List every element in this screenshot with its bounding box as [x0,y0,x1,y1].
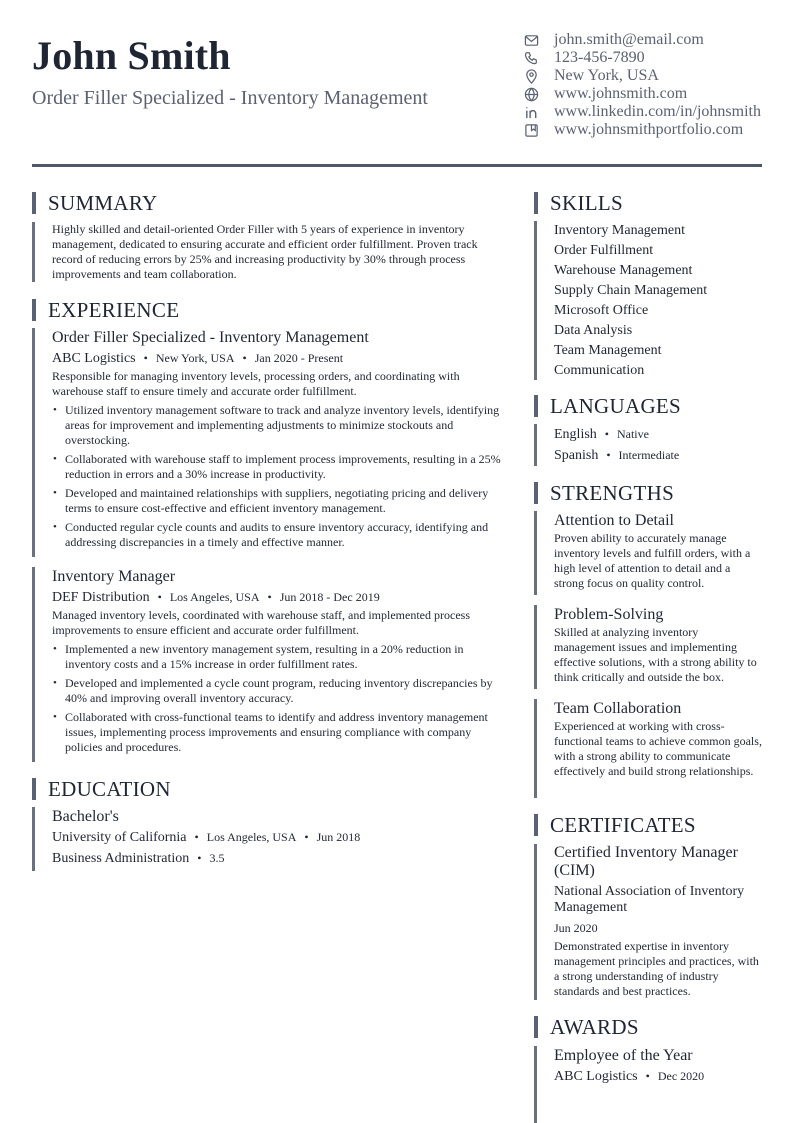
strength-item [534,511,762,595]
summary-heading: SUMMARY [32,192,157,214]
certificate-issuer: National Association of Inventory Management [554,884,745,915]
list-item: • Developed and implemented a cycle count program, reducing inventory discrepancies by 40% and improving overall inventory accuracy. [52,676,507,706]
award-name: Employee of the Year [554,1047,693,1064]
list-item: Data Analysis [554,323,633,338]
education-location: Los Angeles, USA [206,830,297,844]
job-title: Order Filler Specialized - Inventory Management [52,329,369,346]
education-meta: University of California • Los Angeles, USA • Jun 2018 [52,830,361,845]
education-degree: Bachelor's [52,808,119,825]
contact-portfolio-text: www.johnsmithportfolio.com [554,121,744,138]
contact-website-text: www.johnsmith.com [554,85,688,102]
education-field-row: Business Administration • 3.5 [52,851,225,866]
language-item: Spanish • Intermediate [554,448,680,463]
awards-heading: AWARDS [534,1016,639,1038]
list-item: • Developed and maintained relationships with suppliers, negotiating pricing and delivery terms to ensure cost-effective and efficient inventory management. [52,486,507,516]
job-description: Responsible for managing inventory levels, processing orders, and coordinating with warehouse staff to ensure timely and accurate order fulfillment. [52,369,460,398]
experience-heading: EXPERIENCE [32,299,179,321]
header-divider [32,164,762,167]
job-company: DEF Distribution [52,590,150,605]
job-achievements [52,403,507,550]
language-name: Spanish [554,448,599,463]
experience-job-2 [32,567,507,762]
list-item: Inventory Management [554,223,686,238]
strength-item [534,605,762,689]
list-item: • Conducted regular cycle counts and audits to ensure inventory accuracy, identifying and addressing discrepancies in a timely and effective manner. [52,520,507,550]
job-dates: Jan 2020 - Present [254,351,344,365]
certificate-item [534,844,762,1000]
education-date: Jun 2018 [316,830,361,844]
award-date: Dec 2020 [657,1069,705,1083]
list-item: Order Fulfillment [554,243,654,258]
strength-title: Team Collaboration [554,700,682,717]
strength-text: Proven ability to accurately manage inventory levels and fulfill orders, with a high level of attention to detail and a strong focus on quality control. [554,531,751,590]
portfolio-icon [522,121,540,139]
experience-job-1 [32,328,507,557]
contact-portfolio[interactable] [522,121,784,139]
list-item: Microsoft Office [554,303,649,318]
list-item: • Collaborated with cross-functional teams to identify and address inventory management issues, implementing process improvements and ensuring compliance with company policies and procedures. [52,710,507,755]
list-item: Communication [554,363,645,378]
candidate-name: John Smith [32,33,231,78]
certificate-name: Certified Inventory Manager (CIM) [554,844,738,879]
strengths-heading: STRENGTHS [534,482,674,504]
contact-phone-text: 123-456-7890 [554,49,645,66]
job-location: Los Angeles, USA [169,590,260,604]
job-meta: ABC Logistics • New York, USA • Jan 2020 - Present [52,351,344,366]
languages-heading: LANGUAGES [534,395,681,417]
contact-website[interactable] [522,85,784,103]
job-meta: DEF Distribution • Los Angeles, USA • Jun 2018 - Dec 2019 [52,590,380,605]
job-dates: Jun 2018 - Dec 2019 [279,590,380,604]
language-item: English • Native [554,427,649,442]
skills-section [534,221,762,380]
strength-item [534,699,762,798]
phone-icon [522,49,540,67]
job-description: Managed inventory levels, coordinated with warehouse staff, and implemented process improvements to ensure efficient and accurate order fulfillment. [52,608,470,637]
contact-linkedin[interactable] [522,103,784,121]
globe-icon [522,85,540,103]
job-achievements [52,642,507,755]
job-company: ABC Logistics [52,351,136,366]
skills-heading: SKILLS [534,192,623,214]
summary-section [32,222,507,282]
award-org: ABC Logistics [554,1069,638,1084]
list-item: • Implemented a new inventory management system, resulting in a 20% reduction in inventory costs and a 15% increase in order fulfillment rates. [52,642,507,672]
strength-title: Problem-Solving [554,606,664,623]
contact-linkedin-text: www.linkedin.com/in/johnsmith [554,103,761,120]
certificate-date: Jun 2020 [554,921,598,935]
list-item: Team Management [554,343,662,358]
list-item: • Collaborated with warehouse staff to implement process improvements, resulting in a 25% reduction in errors and a 30% increase in productivity. [52,452,507,482]
job-location: New York, USA [155,351,235,365]
contact-location [522,67,784,85]
education-heading: EDUCATION [32,778,171,800]
language-level: Native [616,427,649,441]
language-name: English [554,427,597,442]
language-level: Intermediate [618,448,680,462]
job-title: Inventory Manager [52,568,176,585]
strength-title: Attention to Detail [554,512,674,529]
summary-text: Highly skilled and detail-oriented Order Filler with 5 years of experience in inventory management, dedicated to ensuring accurate and efficient order fulfillment. Proven track record of reducing errors by 25% and increasing productivity by 30% through process improvements and team collaboration. [52,222,478,281]
strength-text: Skilled at analyzing inventory management issues and implementing effective solutions, with a strong ability to think critically and outside the box. [554,625,757,684]
list-item: • Utilized inventory management software to track and analyze inventory levels, identifying areas for improvement and implementing adjustments to minimize stockouts and overstocking. [52,403,507,448]
certificates-heading: CERTIFICATES [534,814,696,836]
education-section [32,807,507,871]
mail-icon [522,31,540,49]
contact-phone[interactable] [522,49,784,67]
languages-section [534,424,762,466]
education-field: Business Administration [52,851,190,866]
contact-email[interactable] [522,31,784,49]
contact-email-text: john.smith@email.com [554,31,704,48]
contact-location-text: New York, USA [554,67,659,84]
strength-text: Experienced at working with cross-functional teams to achieve common goals, with a strong ability to communicate effectively and build strong relationships. [554,719,762,778]
linkedin-icon [522,103,540,121]
award-meta: ABC Logistics • Dec 2020 [554,1069,705,1084]
award-item [534,1046,762,1123]
certificate-text: Demonstrated expertise in inventory management principles and practices, with a strong understanding of industry standards and best practices. [554,939,759,998]
education-gpa: 3.5 [209,851,225,865]
education-school: University of California [52,830,187,845]
contact-list [522,31,784,139]
list-item: Warehouse Management [554,263,693,278]
candidate-title: Order Filler Specialized - Inventory Management [32,87,428,109]
location-pin-icon [522,67,540,85]
list-item: Supply Chain Management [554,283,708,298]
